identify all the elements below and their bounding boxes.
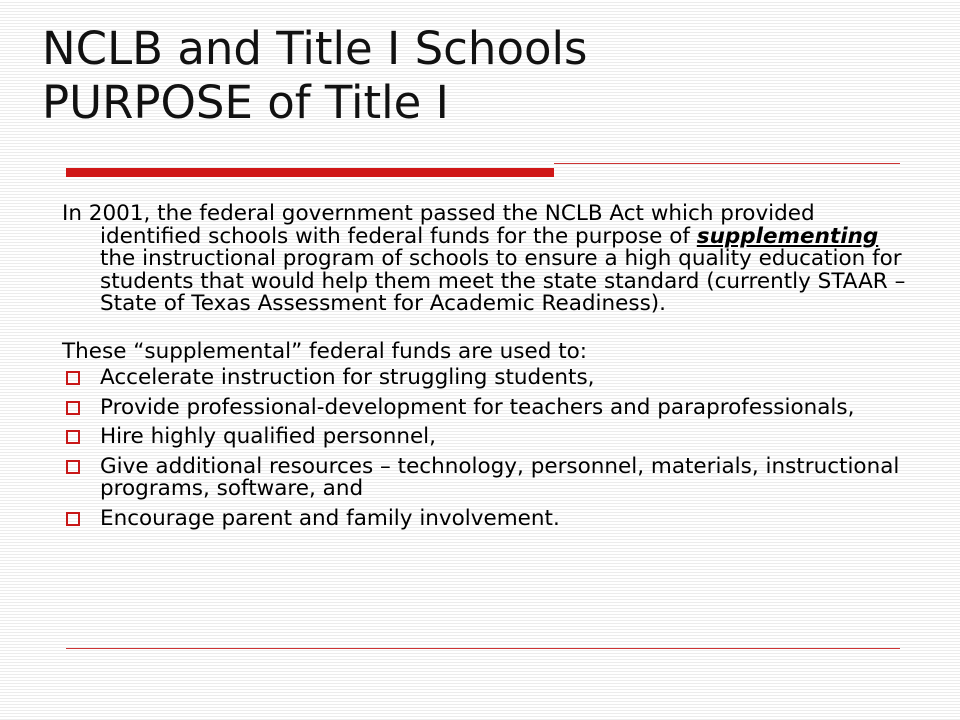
paragraph-before: In 2001, the federal government passed the NCLB Act which provided identified schools with federal funds for the purpose of (62, 201, 815, 249)
accent-bar (66, 168, 554, 177)
list-item (62, 426, 912, 449)
list-intro: These “supplemental” federal funds are used to: (62, 338, 588, 364)
bullet-list (62, 367, 912, 530)
square-box-icon (66, 460, 80, 474)
list-item (62, 367, 912, 390)
divider-top (554, 163, 900, 164)
list-item-text: Encourage parent and family involvement. (100, 505, 560, 531)
list-item-text: Hire highly qualified personnel, (100, 424, 436, 449)
divider-bottom (66, 648, 900, 649)
square-box-icon (66, 430, 80, 444)
title-line-1: NCLB and Title I Schools (42, 22, 588, 75)
list-item-text: Provide professional-development for teachers and paraprofessionals, (100, 394, 855, 420)
title-line-2: PURPOSE of Title I (42, 76, 449, 129)
square-box-icon (66, 371, 80, 385)
paragraph-after: the instructional program of schools to ensure a high quality education for students that would help them meet the state standard (currently STAAR – State of Texas Assessment for Academic Readiness). (100, 246, 906, 316)
square-box-icon (66, 401, 80, 415)
intro-paragraph (62, 203, 912, 316)
slide-body (62, 203, 912, 530)
list-item (62, 505, 912, 531)
list-item (62, 453, 912, 501)
slide-title (42, 22, 922, 130)
emphasis-word: supplementing (696, 223, 879, 249)
list-item-text: Give additional resources – technology, personnel, materials, instructional programs, software, and (100, 453, 900, 501)
list-item-text: Accelerate instruction for struggling students, (100, 365, 595, 390)
list-item (62, 394, 912, 420)
square-box-icon (66, 512, 80, 526)
